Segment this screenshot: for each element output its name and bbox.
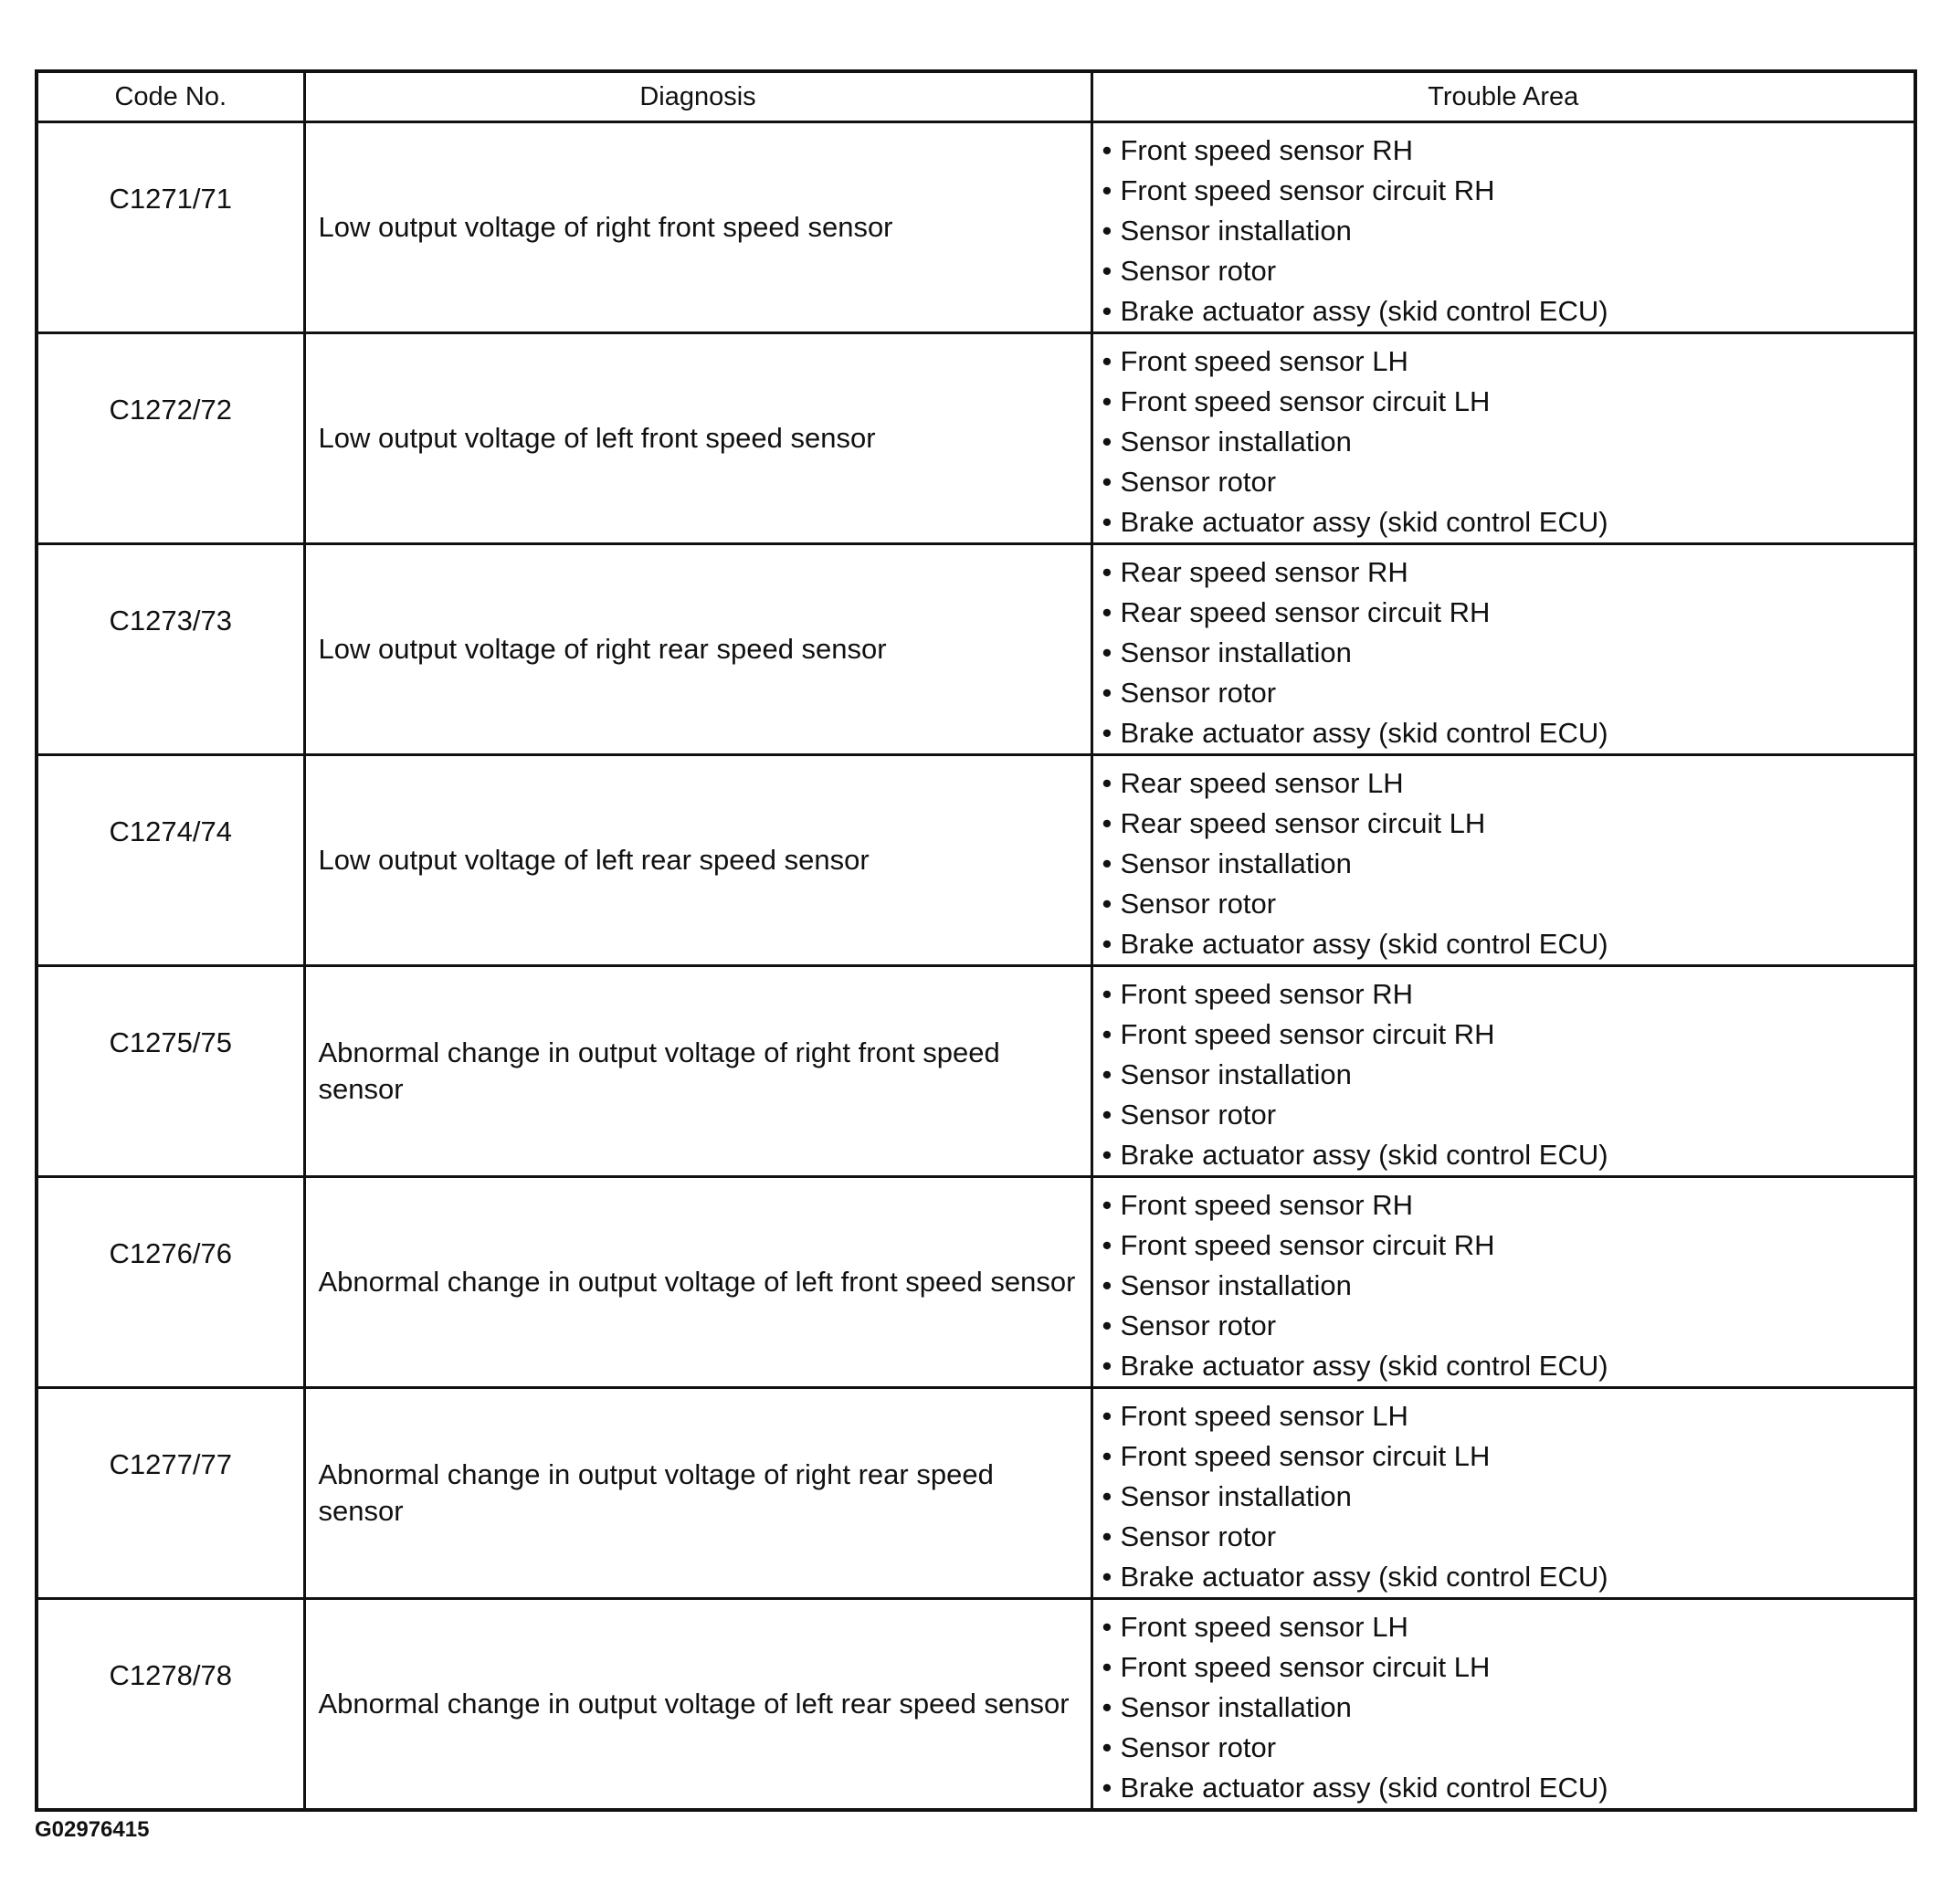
table-body [37,122,1915,1811]
trouble-area-label: Sensor installation [1120,847,1352,879]
diagnosis-text: Low output voltage of right front speed sensor [304,122,1091,333]
trouble-area-item [1102,1688,1914,1728]
trouble-area-item [1102,552,1914,593]
trouble-area-item [1102,1607,1914,1647]
trouble-area-cell [1091,122,1915,333]
trouble-area-item [1102,251,1914,291]
trouble-area-item [1102,844,1914,884]
trouble-area-label: Front speed sensor circuit LH [1120,1651,1491,1683]
trouble-area-list [1093,123,1914,331]
trouble-area-cell [1091,1177,1915,1388]
trouble-area-label: Rear speed sensor RH [1120,556,1408,588]
trouble-area-label: Sensor installation [1120,426,1352,458]
trouble-area-label: Sensor installation [1120,215,1352,247]
trouble-area-label: Front speed sensor LH [1120,1611,1408,1643]
trouble-area-item [1102,1095,1914,1135]
trouble-area-label: Sensor rotor [1120,466,1277,498]
trouble-area-cell [1091,544,1915,755]
trouble-area-item [1102,211,1914,251]
code-number: C1273/73 [109,605,232,636]
trouble-area-label: Front speed sensor RH [1120,134,1413,166]
trouble-area-label: Front speed sensor LH [1120,1400,1408,1432]
trouble-area-item [1102,1055,1914,1095]
figure-id: G02976415 [35,1817,150,1842]
code-number: C1274/74 [109,815,232,847]
table-row [37,1599,1915,1811]
trouble-area-item [1102,1266,1914,1306]
trouble-area-label: Sensor rotor [1120,677,1277,709]
diagnosis-text: Abnormal change in output voltage of left rear speed sensor [304,1599,1091,1811]
table-row [37,544,1915,755]
trouble-area-item [1102,1768,1914,1808]
trouble-area-label: Sensor rotor [1120,888,1277,920]
diagnosis-text: Low output voltage of right rear speed sensor [304,544,1091,755]
trouble-area-label: Sensor rotor [1120,1520,1277,1552]
dtc-table [35,69,1917,1812]
table-row [37,755,1915,966]
diagnosis-text: Low output voltage of left rear speed sensor [304,755,1091,966]
trouble-area-label: Sensor rotor [1120,1310,1277,1341]
table-row [37,1177,1915,1388]
trouble-area-item [1102,171,1914,211]
trouble-area-label: Brake actuator assy (skid control ECU) [1120,1561,1608,1593]
trouble-area-item [1102,1396,1914,1436]
code-number: C1278/78 [109,1659,232,1691]
trouble-area-item [1102,1015,1914,1055]
trouble-area-item [1102,1306,1914,1346]
trouble-area-item [1102,763,1914,804]
trouble-area-label: Rear speed sensor circuit LH [1120,807,1486,839]
code-cell [37,333,304,544]
trouble-area-item [1102,382,1914,422]
diagnosis-text: Abnormal change in output voltage of right front speed sensor [304,966,1091,1177]
trouble-area-label: Rear speed sensor circuit RH [1120,596,1491,628]
table-row [37,122,1915,333]
trouble-area-list [1093,967,1914,1175]
trouble-area-item [1102,804,1914,844]
code-number: C1275/75 [109,1026,232,1058]
trouble-area-item [1102,502,1914,542]
trouble-area-item [1102,713,1914,753]
trouble-area-cell [1091,755,1915,966]
trouble-area-label: Front speed sensor circuit RH [1120,1229,1495,1261]
trouble-area-label: Sensor rotor [1120,1099,1277,1131]
trouble-area-item [1102,1477,1914,1517]
trouble-area-item [1102,1728,1914,1768]
trouble-area-label: Brake actuator assy (skid control ECU) [1120,506,1608,538]
trouble-area-list [1093,1178,1914,1386]
trouble-area-item [1102,1346,1914,1386]
trouble-area-label: Front speed sensor RH [1120,1189,1413,1221]
table-row [37,333,1915,544]
trouble-area-item [1102,633,1914,673]
trouble-area-item [1102,884,1914,924]
trouble-area-cell [1091,333,1915,544]
trouble-area-label: Brake actuator assy (skid control ECU) [1120,717,1608,749]
trouble-area-label: Front speed sensor LH [1120,345,1408,377]
trouble-area-label: Front speed sensor circuit RH [1120,1018,1495,1050]
code-cell [37,966,304,1177]
trouble-area-list [1093,1600,1914,1808]
trouble-area-item [1102,1436,1914,1477]
code-number: C1277/77 [109,1448,232,1480]
code-cell [37,755,304,966]
code-cell [37,1388,304,1599]
code-cell [37,544,304,755]
trouble-area-item [1102,924,1914,964]
trouble-area-item [1102,1557,1914,1597]
trouble-area-item [1102,1185,1914,1226]
trouble-area-label: Sensor installation [1120,1480,1352,1512]
trouble-area-item [1102,673,1914,713]
trouble-area-label: Brake actuator assy (skid control ECU) [1120,1350,1608,1382]
trouble-area-item [1102,462,1914,502]
trouble-area-label: Sensor rotor [1120,255,1277,287]
trouble-area-item [1102,593,1914,633]
trouble-area-cell [1091,966,1915,1177]
code-cell [37,1177,304,1388]
trouble-area-label: Front speed sensor circuit LH [1120,1440,1491,1472]
trouble-area-item [1102,342,1914,382]
trouble-area-label: Sensor installation [1120,1058,1352,1090]
code-number: C1276/76 [109,1237,232,1269]
header-diagnosis: Diagnosis [304,71,1091,122]
trouble-area-label: Front speed sensor RH [1120,978,1413,1010]
diagnosis-text: Low output voltage of left front speed sensor [304,333,1091,544]
diagnosis-text: Abnormal change in output voltage of right rear speed sensor [304,1388,1091,1599]
trouble-area-cell [1091,1388,1915,1599]
header-code-no: Code No. [37,71,304,122]
code-cell [37,1599,304,1811]
trouble-area-list [1093,1389,1914,1597]
trouble-area-label: Brake actuator assy (skid control ECU) [1120,1139,1608,1171]
trouble-area-label: Sensor installation [1120,1691,1352,1723]
header-trouble-area: Trouble Area [1091,71,1915,122]
header-row [37,71,1915,122]
trouble-area-item [1102,291,1914,331]
trouble-area-list [1093,545,1914,753]
trouble-area-cell [1091,1599,1915,1811]
trouble-area-label: Brake actuator assy (skid control ECU) [1120,928,1608,960]
trouble-area-label: Front speed sensor circuit RH [1120,174,1495,206]
trouble-area-label: Brake actuator assy (skid control ECU) [1120,1772,1608,1804]
trouble-area-item [1102,1226,1914,1266]
table-row [37,966,1915,1177]
trouble-area-item [1102,1135,1914,1175]
trouble-area-item [1102,422,1914,462]
trouble-area-item [1102,974,1914,1015]
diagnosis-text: Abnormal change in output voltage of left front speed sensor [304,1177,1091,1388]
trouble-area-label: Sensor rotor [1120,1731,1277,1763]
code-number: C1272/72 [109,394,232,426]
trouble-area-label: Sensor installation [1120,636,1352,668]
trouble-area-label: Brake actuator assy (skid control ECU) [1120,295,1608,327]
trouble-area-list [1093,756,1914,964]
trouble-area-item [1102,1647,1914,1688]
code-number: C1271/71 [109,183,232,215]
code-cell [37,122,304,333]
trouble-area-label: Rear speed sensor LH [1120,767,1404,799]
trouble-area-label: Sensor installation [1120,1269,1352,1301]
trouble-area-label: Front speed sensor circuit LH [1120,385,1491,417]
table-row [37,1388,1915,1599]
trouble-area-item [1102,1517,1914,1557]
trouble-area-list [1093,334,1914,542]
trouble-area-item [1102,131,1914,171]
